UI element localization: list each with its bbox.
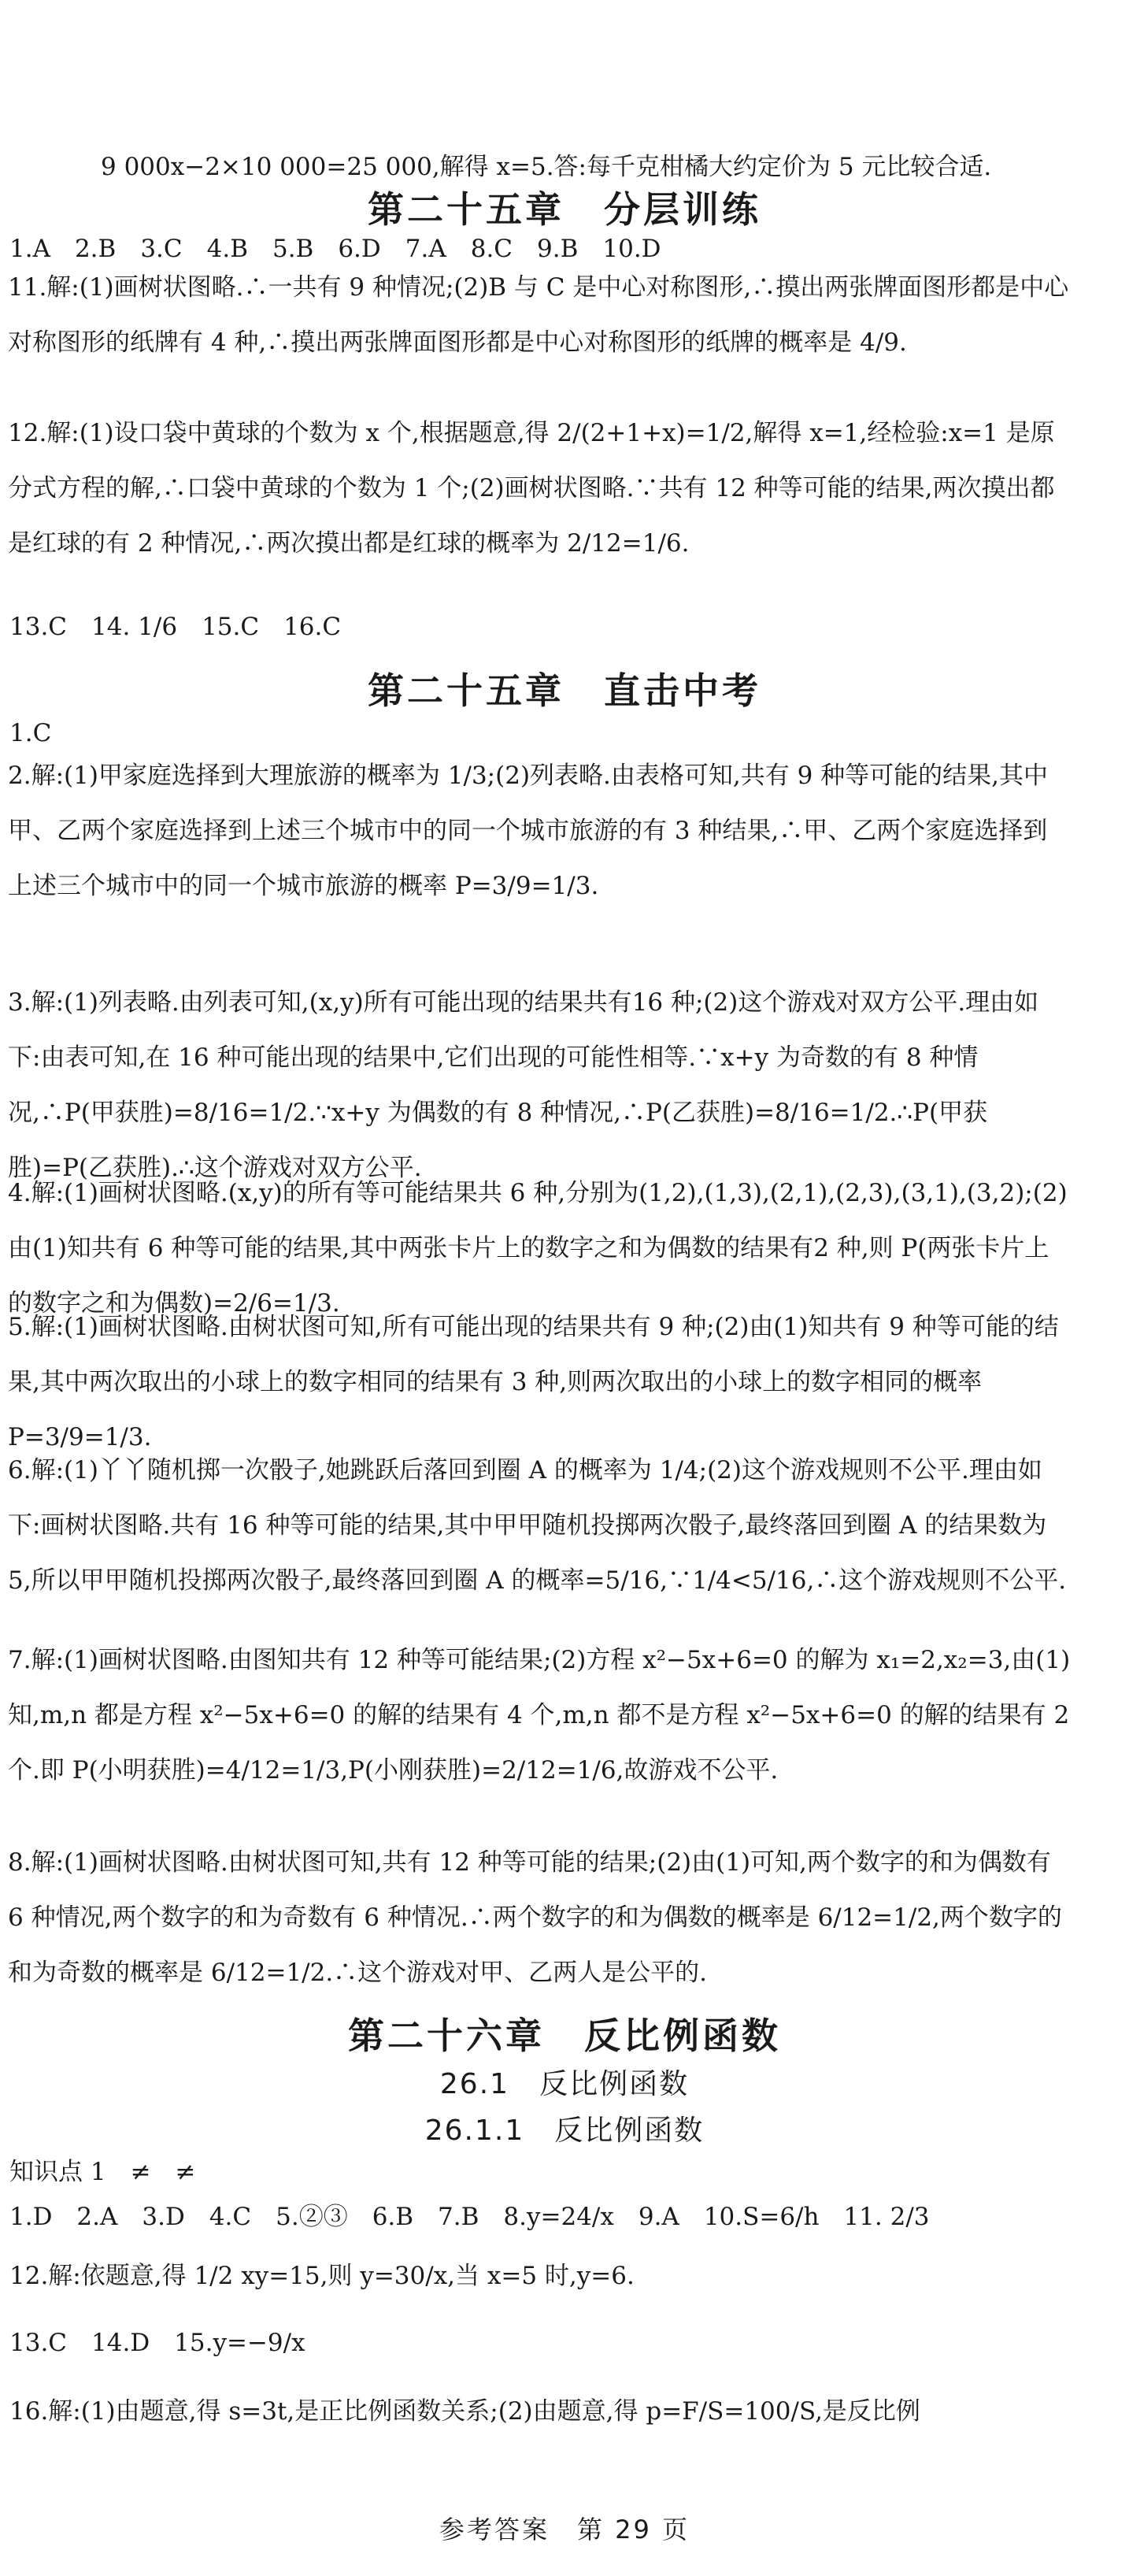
answer-2-1: 1.C: [9, 719, 52, 747]
answer-2-4: 4.解:(1)画树状图略.(x,y)的所有等可能结果共 6 种,分别为(1,2),(1,3),(2,1),(2,3),(3,1),(3,2);(2)由(1)知共有 6 种等可能的结果,其中两张卡片上的数字之和为偶数的结果有2 种,则 P(两张卡片上的数字之和为偶数)=2/6=1/3.: [8, 1179, 1068, 1318]
answers-13-16: 13.C 14. 1/6 15.C 16.C: [9, 613, 342, 641]
chapter-25-exam-title: 第二十五章 直击中考: [368, 669, 761, 712]
answers-26-13-15: 13.C 14.D 15.y=−9/x: [9, 2329, 305, 2357]
section-26-1-title: 26.1 反比例函数: [439, 2068, 690, 2100]
answers-1-10: 1.A 2.B 3.C 4.B 5.B 6.D 7.A 8.C 9.B 10.D: [9, 235, 661, 263]
answer-12: 12.解:(1)设口袋中黄球的个数为 x 个,根据题意,得 2/(2+1+x)=1/2,解得 x=1,经检验:x=1 是原分式方程的解,∴口袋中黄球的个数为 1 个;(2)画树状图略.∵共有 12 种等可能的结果,两次摸出都是红球的有 2 种情况,∴两次摸出都是红球的概率为 2/12=1/6.: [8, 419, 1055, 558]
answer-2-8: 8.解:(1)画树状图略.由树状图可知,共有 12 种等可能的结果;(2)由(1)可知,两个数字的和为偶数有 6 种情况,两个数字的和为奇数有 6 种情况.∴两个数字的和为偶数的概率是 6/12=1/2,两个数字的和为奇数的概率是 6/12=1/2.∴这个游戏对甲、乙两人是公平的.: [8, 1848, 1062, 1987]
answer-2-6: 6.解:(1)丫丫随机掷一次骰子,她跳跃后落回到圈 A 的概率为 1/4;(2)这个游戏规则不公平.理由如下:画树状图略.共有 16 种等可能的结果,其中甲甲随机投掷两次骰子,最终落回到圈 A 的结果数为 5,所以甲甲随机投掷两次骰子,最终落回到圈 A 的概率=5/16,∵1/4<5/16,∴这个游戏规则不公平.: [8, 1456, 1067, 1595]
page-footer: 参考答案 第 29 页: [439, 2515, 690, 2544]
answer-26-12: 12.解:依题意,得 1/2 xy=15,则 y=30/x,当 x=5 时,y=6.: [9, 2262, 635, 2290]
section-26-1-1-title: 26.1.1 反比例函数: [424, 2115, 705, 2147]
answer-2-2: 2.解:(1)甲家庭选择到大理旅游的概率为 1/3;(2)列表略.由表格可知,共有 9 种等可能的结果,其中甲、乙两个家庭选择到上述三个城市中的同一个城市旅游的有 3 种结果,∴甲、乙两个家庭选择到上述三个城市中的同一个城市旅游的概率 P=3/9=1/3.: [8, 762, 1049, 900]
answer-2-5: 5.解:(1)画树状图略.由树状图可知,所有可能出现的结果共有 9 种;(2)由(1)知共有 9 种等可能的结果,其中两次取出的小球上的数字相同的结果有 3 种,则两次取出的小球上的数字相同的概率 P=3/9=1/3.: [8, 1313, 1059, 1451]
chapter-25-layered-title: 第二十五章 分层训练: [368, 188, 761, 231]
answer-2-3: 3.解:(1)列表略.由列表可知,(x,y)所有可能出现的结果共有16 种;(2)这个游戏对双方公平.理由如下:由表可知,在 16 种可能出现的结果中,它们出现的可能性相等.∵x+y 为奇数的有 8 种情况,∴P(甲获胜)=8/16=1/2.∵x+y 为偶数的有 8 种情况,∴P(乙获胜)=8/16=1/2.∴P(甲获胜)=P(乙获胜).∴这个游戏对双方公平.: [8, 988, 1039, 1182]
knowledge-point-1: 知识点 1 ≠ ≠: [9, 2158, 196, 2186]
chapter-26-title: 第二十六章 反比例函数: [348, 2014, 781, 2057]
intro-line: 9 000x−2×10 000=25 000,解得 x=5.答:每千克柑橘大约定价为 5 元比较合适.: [101, 153, 992, 181]
answer-2-7: 7.解:(1)画树状图略.由图知共有 12 种等可能结果;(2)方程 x²−5x+6=0 的解为 x₁=2,x₂=3,由(1)知,m,n 都是方程 x²−5x+6=0 的解的结果有 4 个,m,n 都不是方程 x²−5x+6=0 的解的结果有 2 个.即 P(小明获胜)=4/12=1/3,P(小刚获胜)=2/12=1/6,故游戏不公平.: [8, 1646, 1071, 1785]
answer-11: 11.解:(1)画树状图略.∴一共有 9 种情况;(2)B 与 C 是中心对称图形,∴摸出两张牌面图形都是中心对称图形的纸牌有 4 种,∴摸出两张牌面图形都是中心对称图形的纸牌的概率是 4/9.: [8, 273, 1069, 357]
answers-26-1-11: 1.D 2.A 3.D 4.C 5.②③ 6.B 7.B 8.y=24/x 9.A 10.S=6/h 11. 2/3: [9, 2203, 930, 2231]
answer-26-16: 16.解:(1)由题意,得 s=3t,是正比例函数关系;(2)由题意,得 p=F/S=100/S,是反比例: [9, 2397, 920, 2426]
